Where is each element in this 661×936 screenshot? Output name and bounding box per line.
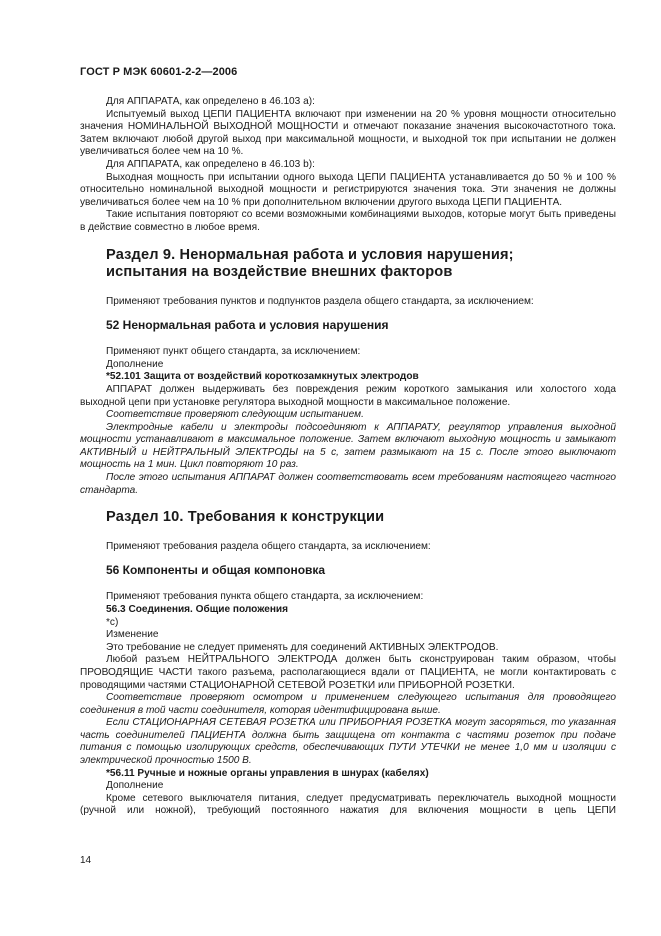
- clause-52-heading: 52 Ненормальная работа и условия нарушения: [106, 318, 389, 333]
- paragraph: Применяют пункт общего стандарта, за исключением:: [106, 346, 361, 358]
- paragraph: Это требование не следует применять для соединений АКТИВНЫХ ЭЛЕКТРОДОВ.: [106, 641, 499, 653]
- paragraph: Применяют требования пунктов и подпунктов раздела общего стандарта, за исключением:: [106, 295, 534, 307]
- page-content: [80, 96, 616, 818]
- section-title-line: испытания на воздействие внешних факторов: [106, 264, 453, 281]
- paragraph: Соответствие проверяют следующим испытанием.: [106, 409, 364, 421]
- paragraph: Дополнение: [106, 780, 164, 792]
- section-9-heading: [80, 247, 616, 282]
- paragraph: Для АППАРАТА, как определено в 46.103 b):: [106, 158, 315, 170]
- paragraph: Такие испытания повторяют со всеми возможными комбинациями выходов, которые могут быть приведены в действие совместно в любое время.: [80, 209, 616, 233]
- paragraph: Применяют требования раздела общего стандарта, за исключением:: [106, 540, 431, 552]
- section-title-line: Раздел 9. Ненормальная работа и условия нарушения;: [106, 246, 514, 263]
- paragraph: Если СТАЦИОНАРНАЯ СЕТЕВАЯ РОЗЕТКА или ПРИБОРНАЯ РОЗЕТКА могут засоряться, то указанная часть соединителей ПАЦИЕНТА должна быть защищена от контакта с частями розеток при подаче питания с помощью изолирующих средств, обеспечивающих ПУТИ УТЕЧКИ не менее 1,0 мм и изоляции с электрической прочностью 1500 В.: [80, 717, 616, 767]
- paragraph: Соответствие проверяют осмотром и применением следующего испытания для проводящего соединения в той части соединителя, которая идентифицирована выше.: [80, 692, 616, 716]
- subclause-heading: *56.11 Ручные и ножные органы управления в шнурах (кабелях): [106, 767, 429, 779]
- paragraph: Изменение: [106, 629, 159, 641]
- paragraph: После этого испытания АППАРАТ должен соответствовать всем требованиям настоящего частного стандарта.: [80, 472, 616, 496]
- subclause-heading: 56.3 Соединения. Общие положения: [106, 603, 289, 615]
- paragraph: Любой разъем НЕЙТРАЛЬНОГО ЭЛЕКТРОДА должен быть сконструирован таким образом, чтобы ПРОВОДЯЩИЕ ЧАСТИ такого разъема, располагающиеся вдали от ПАЦИЕНТА, не могли контактировать с проводящими частями СТАЦИОНАРНОЙ СЕТЕВОЙ РОЗЕТКИ или ПРИБОРНОЙ РОЗЕТКИ.: [80, 654, 616, 691]
- paragraph: Испытуемый выход ЦЕПИ ПАЦИЕНТА включают при изменении на 20 % уровня мощности относительно значения НОМИНАЛЬНОЙ ВЫХОДНОЙ МОЩНОСТИ и отмечают показание значения высокочастотного тока. Затем включают любой другой выход при максимальной мощности, и выходной ток при испытании не должен увеличиваться более чем на 10 %.: [80, 108, 616, 158]
- page-number: 14: [80, 855, 92, 866]
- paragraph: Дополнение: [106, 358, 164, 370]
- paragraph: Электродные кабели и электроды подсоединяют к АППАРАТУ, регулятор управления выходной мощности устанавливают в максимальное положение. Затем включают выходную мощность и замыкают АКТИВНЫЙ и НЕЙТРАЛЬНЫЙ ЭЛЕКТРОДЫ на 5 с, затем размыкают на 15 с. После этого выключают мощность на 1 мин. Цикл повторяют 10 раз.: [80, 421, 616, 471]
- paragraph: Для АППАРАТА, как определено в 46.103 a):: [106, 96, 315, 107]
- subclause-heading: *52.101 Защита от воздействий короткозамкнутых электродов: [106, 371, 419, 383]
- document-header: ГОСТ Р МЭК 60601-2-2—2006: [80, 66, 238, 78]
- paragraph: *c): [106, 616, 119, 628]
- clause-56-heading: 56 Компоненты и общая компоновка: [106, 563, 326, 578]
- paragraph: Кроме сетевого выключателя питания, следует предусматривать переключатель выходной мощности (ручной или ножной), требующий постоянного нажатия для включения мощности в цепь ЦЕПИ: [80, 792, 616, 817]
- paragraph: АППАРАТ должен выдерживать без повреждения режим короткого замыкания или холостого хода выходной цепи при установке регулятора выходной мощности в максимальное положение.: [80, 383, 616, 408]
- paragraph: Выходная мощность при испытании одного выхода ЦЕПИ ПАЦИЕНТА устанавливается до 50 % и 100 % относительно номинальной выходной мощности и регистрируются значения тока. Эти значения не должны увеличиваться более чем на 10 % при дополнительном включении другого выхода ЦЕПИ ПАЦИЕНТА.: [80, 171, 616, 208]
- paragraph: Применяют требования пункта общего стандарта, за исключением:: [106, 591, 424, 603]
- section-10-heading: Раздел 10. Требования к конструкции: [106, 509, 385, 526]
